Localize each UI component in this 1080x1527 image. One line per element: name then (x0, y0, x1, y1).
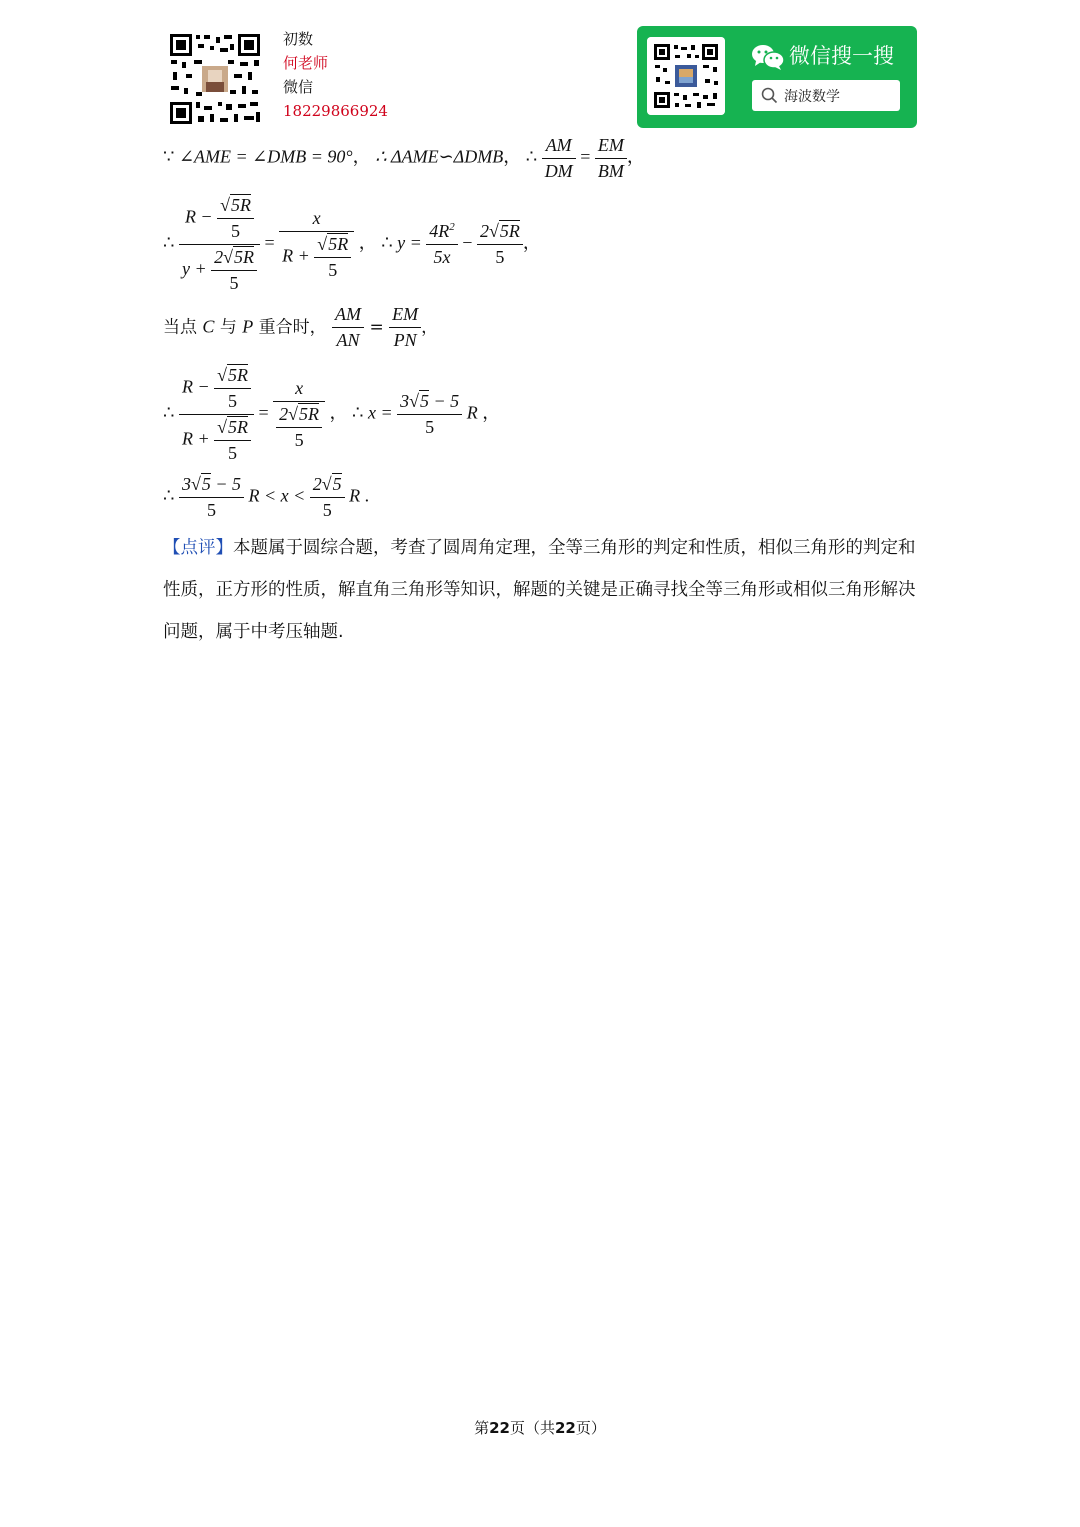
search-icon (761, 87, 778, 104)
frac-num: EM (595, 135, 627, 159)
footer-total-pages: 22 (555, 1419, 576, 1437)
complex-fraction-4: $\frac{x}{\frac{2√5R}{5}}$ (273, 378, 325, 451)
comma: ， (503, 146, 522, 167)
contact-phone: 18229866924 (283, 102, 388, 120)
fraction-3sqrt5-5: $\frac{3√5 - 5}{5}$ (397, 391, 462, 438)
fraction-lower-bound: $\frac{3√5 - 5}{5}$ (179, 474, 244, 521)
solution-line-4: ∴ R − $\frac{√5R}{5}$ R + $\frac{√5R}{5}$ = $\frac{x}{\frac{2√5R}{5}}$ ， ∴ x = $\frac{3√5 - 5}{5}$ R ， (163, 365, 501, 463)
fraction-am-dm (542, 135, 576, 182)
because-symbol: ∵ (163, 146, 175, 167)
point-c: C (202, 316, 215, 337)
fraction-2sqrt5r-5: $\frac{2√5R}{5}$ (477, 221, 523, 268)
wechat-search-card (637, 26, 917, 128)
fraction-em-bm (595, 135, 627, 182)
solution-line-3: 当点 C 与 P 重合时， $\frac{AM}{AN}$ = $\frac{EM}{PN}$ ， (163, 304, 439, 350)
fraction-upper-bound: $\frac{2√5}{5}$ (310, 474, 345, 521)
comment-paragraph (163, 527, 923, 653)
similar-triangles: ∴ ΔAME∽ΔDMB (375, 146, 504, 167)
fraction-am-an (332, 304, 364, 351)
text-coincide: 重合时， (258, 317, 327, 338)
page-footer (0, 1417, 1080, 1438)
complex-fraction-2: x R + $\frac{√5R}{5}$ (279, 208, 354, 281)
angle-equation: ∠AME = ∠DMB = 90° (178, 146, 353, 167)
frac-num: AM (332, 304, 364, 328)
point-p: P (242, 316, 254, 337)
wechat-search-box[interactable] (752, 80, 900, 111)
footer-suffix: 页） (575, 1419, 606, 1437)
therefore-symbol: ∴ (525, 146, 538, 167)
contact-teacher: 何老师 (283, 54, 329, 72)
comment-label: 【点评】 (163, 538, 233, 558)
comment-text: 本题属于圆综合题，考查了圆周角定理，全等三角形的判定和性质，相似三角形的判定和性质，正方形的性质，解直角三角形等知识，解题的关键是正确寻找全等三角形或相似三角形解决问题，属于中考压轴题. (163, 538, 916, 642)
frac-num: EM (389, 304, 421, 328)
footer-page-number: 22 (489, 1419, 510, 1437)
frac-den: PN (393, 330, 417, 350)
complex-fraction-1: R − $\frac{√5R}{5}$ y + $\frac{2√5R}{5}$ (179, 195, 260, 294)
text-when-point: 当点 (163, 317, 197, 338)
fraction-em-pn (389, 304, 421, 351)
solution-line-5: ∴ $\frac{3√5 - 5}{5}$ R < x < $\frac{2√5}{5}$ R . (163, 474, 370, 520)
fraction-4r2-5x: $\frac{4R^2}{5x}$ (426, 221, 458, 268)
qr-code-right (647, 37, 725, 115)
wechat-search-title: 微信搜一搜 (789, 44, 894, 68)
wechat-search-query: 海波数学 (784, 89, 840, 105)
contact-line-1: 初数 (283, 30, 314, 48)
qr-code-left (168, 32, 262, 126)
footer-prefix: 第 (474, 1419, 490, 1437)
solution-line-2: ∴ R − $\frac{√5R}{5}$ y + $\frac{2√5R}{5}$ = x R + $\frac{√5R}{5}$ ， ∴ y = $\frac{4R^2}{5x}$ − $\frac{2√5R}{5}$ ， (163, 195, 541, 293)
frac-den: DM (544, 161, 573, 181)
wechat-logo-icon (751, 43, 785, 71)
footer-mid: 页（共 (509, 1419, 555, 1437)
contact-line-3: 微信 (283, 78, 314, 96)
comma: ， (352, 146, 371, 167)
complex-fraction-3: R − $\frac{√5R}{5}$ R + $\frac{√5R}{5}$ (179, 365, 254, 464)
contact-block (283, 27, 388, 123)
solution-line-1: ∵ ∠AME = ∠DMB = 90°， ∴ ΔAME∽ΔDMB， ∴ $\frac{AM}{DM}$ = $\frac{EM}{BM}$ ， (163, 135, 645, 181)
frac-num: AM (542, 135, 576, 159)
frac-den: BM (597, 161, 624, 181)
text-with: 与 (219, 317, 237, 338)
frac-den: AN (336, 330, 360, 350)
